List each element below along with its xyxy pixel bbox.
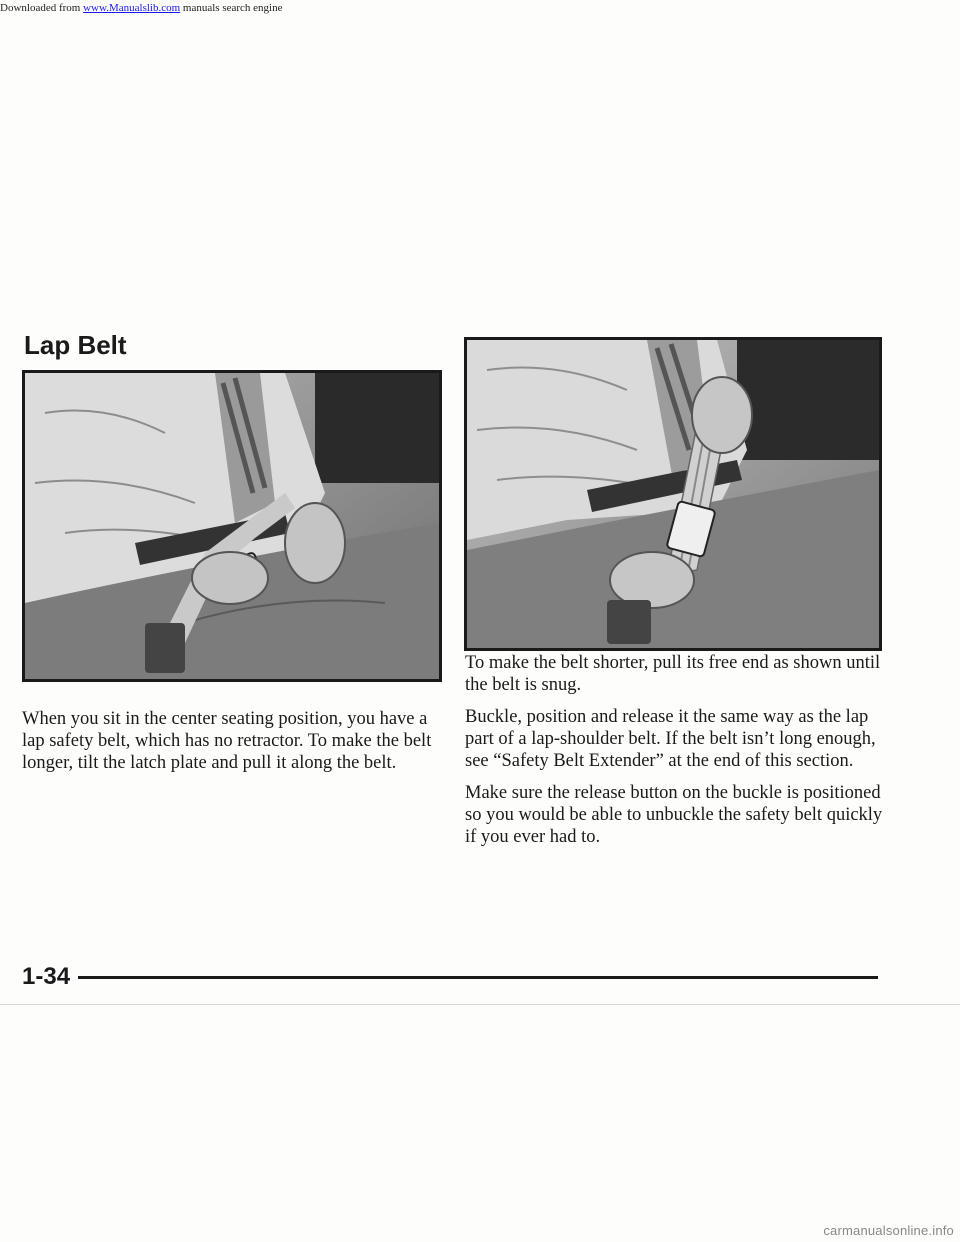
- watermark-prefix: Downloaded from: [0, 2, 84, 14]
- site-watermark: carmanualsonline.info: [823, 1223, 954, 1238]
- lap-belt-lengthen-drawing: [25, 373, 439, 679]
- page-number: 1-34: [22, 963, 71, 990]
- watermark-suffix: manuals search engine: [180, 2, 283, 14]
- lap-belt-instructions: [465, 652, 885, 858]
- scan-artifact-line: [0, 1004, 960, 1005]
- manualslib-link[interactable]: www.Manualslib.com: [83, 2, 181, 14]
- page-footer: [22, 962, 878, 992]
- shorten-belt-paragraph: To make the belt shorter, pull its free end as shown until the belt is snug.: [465, 653, 881, 695]
- lap-belt-shorten-drawing: [467, 340, 879, 648]
- lap-belt-intro-paragraph: When you sit in the center seating position, you have a lap safety belt, which has no retractor. To make the belt longer, tilt the latch plate and pull it along the belt.: [22, 709, 432, 773]
- download-watermark: [0, 2, 282, 14]
- lap-belt-lengthen-illustration: [22, 370, 442, 682]
- section-heading: Lap Belt: [24, 330, 127, 360]
- lap-belt-shorten-illustration: [464, 337, 882, 651]
- release-button-paragraph: Make sure the release button on the buckle is positioned so you would be able to unbuckle the safety belt quickly if you ever had to.: [465, 783, 883, 847]
- buckle-release-paragraph: Buckle, position and release it the same way as the lap part of a lap-shoulder belt. If the belt isn’t long enough, see “Safety Belt Extender” at the end of this section.: [465, 707, 876, 771]
- footer-rule: [78, 976, 878, 979]
